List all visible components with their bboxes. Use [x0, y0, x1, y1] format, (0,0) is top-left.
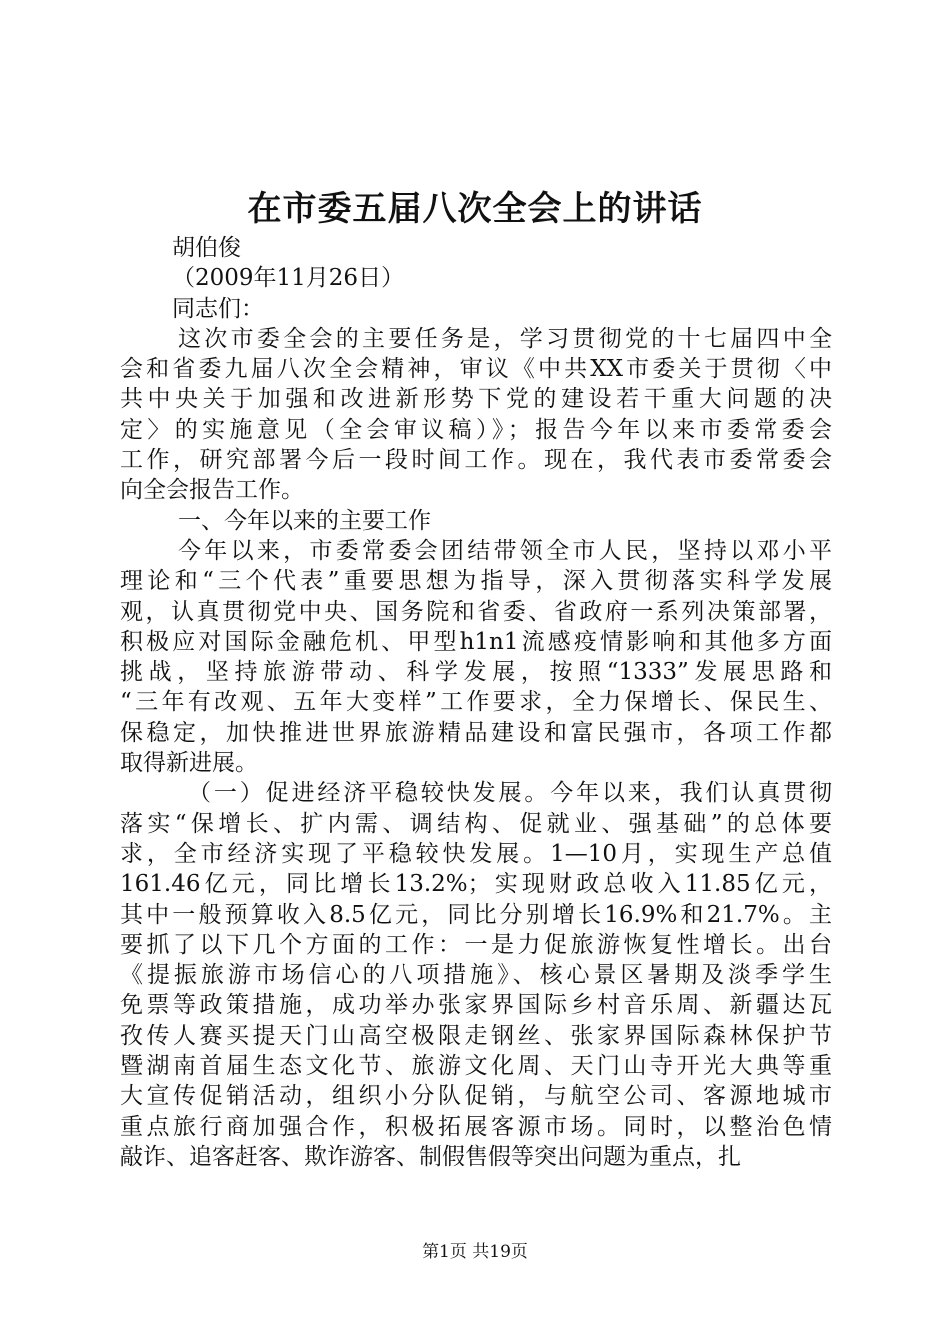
paragraph-line: 共中央关于加强和改进新形势下党的建设若干重大问题的决	[120, 386, 832, 413]
paragraph-line: 其中一般预算收入8.5亿元，同比分别增长16.9%和21.7%。主	[120, 901, 832, 928]
paragraph-line: 要抓了以下几个方面的工作：一是力促旅游恢复性增长。出台	[120, 931, 832, 958]
paragraph-line: 敲诈、追客赶客、欺诈游客、制假售假等突出问题为重点，扎	[120, 1143, 741, 1170]
document-title: 在市委五届八次全会上的讲话	[247, 189, 703, 229]
paragraph-line: 暨湖南首届生态文化节、旅游文化周、天门山寺开光大典等重	[120, 1053, 832, 1080]
paragraph-line: 会和省委九届八次全会精神，审议《中共XX市委关于贯彻〈中	[120, 356, 832, 383]
paragraph-line: 孜传人赛买提天门山高空极限走钢丝、张家界国际森林保护节	[120, 1022, 832, 1049]
paragraph-line: “三年有改观、五年大变样”工作要求，全力保增长、保民生、	[120, 689, 832, 716]
paragraph-line: 落实“保增长、扩内需、调结构、促就业、强基础”的总体要	[120, 810, 832, 837]
paragraph-line: 一、今年以来的主要工作	[178, 507, 431, 534]
paragraph-line: 求，全市经济实现了平稳较快发展。1—10月，实现生产总值	[120, 840, 832, 867]
paragraph-line: 保稳定，加快推进世界旅游精品建设和富民强市，各项工作都	[120, 719, 832, 746]
paragraph-line: 取得新进展。	[120, 750, 258, 777]
paragraph-line: 定〉的实施意见（全会审议稿）》；报告今年以来市委常委会	[120, 416, 832, 443]
page-footer: 第1页 共19页	[422, 1242, 528, 1262]
author-line: 胡伯俊	[172, 235, 241, 261]
paragraph	[120, 324, 832, 506]
paragraph	[120, 536, 832, 778]
paragraph-line: 挑战，坚持旅游带动、科学发展，按照“1333”发展思路和	[120, 659, 832, 686]
paragraph	[120, 506, 832, 536]
paragraph-line: 这次市委全会的主要任务是，学习贯彻党的十七届四中全	[178, 325, 832, 352]
paragraph-line: 今年以来，市委常委会团结带领全市人民，坚持以邓小平	[178, 537, 832, 564]
paragraphs	[120, 324, 832, 1172]
paragraph-line: 大宣传促销活动，组织小分队促销，与航空公司、客源地城市	[120, 1083, 832, 1110]
paragraph-line: 向全会报告工作。	[120, 477, 304, 504]
paragraph-line: 工作，研究部署今后一段时间工作。现在，我代表市委常委会	[120, 447, 832, 474]
date-line: （2009年11月26日）	[172, 265, 405, 292]
paragraph-line: 观，认真贯彻党中央、国务院和省委、省政府一系列决策部署，	[120, 598, 832, 625]
paragraph-line: 《提振旅游市场信心的八项措施》、核心景区暑期及淡季学生	[120, 962, 832, 989]
paragraph-line: 积极应对国际金融危机、甲型h1n1流感疫情影响和其他多方面	[120, 628, 832, 655]
paragraph	[120, 778, 832, 1172]
paragraph-line: 重点旅行商加强合作，积极拓展客源市场。同时，以整治色情	[120, 1113, 832, 1140]
paragraph-line: 理论和“三个代表”重要思想为指导，深入贯彻落实科学发展	[120, 568, 832, 595]
paragraph-line: 免票等政策措施，成功举办张家界国际乡村音乐周、新疆达瓦	[120, 992, 832, 1019]
salutation-line: 同志们：	[172, 295, 264, 322]
document-body	[120, 233, 832, 1172]
paragraph-line: 161.46亿元，同比增长13.2%；实现财政总收入11.85亿元，	[120, 871, 832, 898]
paragraph-line: （一）促进经济平稳较快发展。今年以来，我们认真贯彻	[188, 780, 832, 807]
